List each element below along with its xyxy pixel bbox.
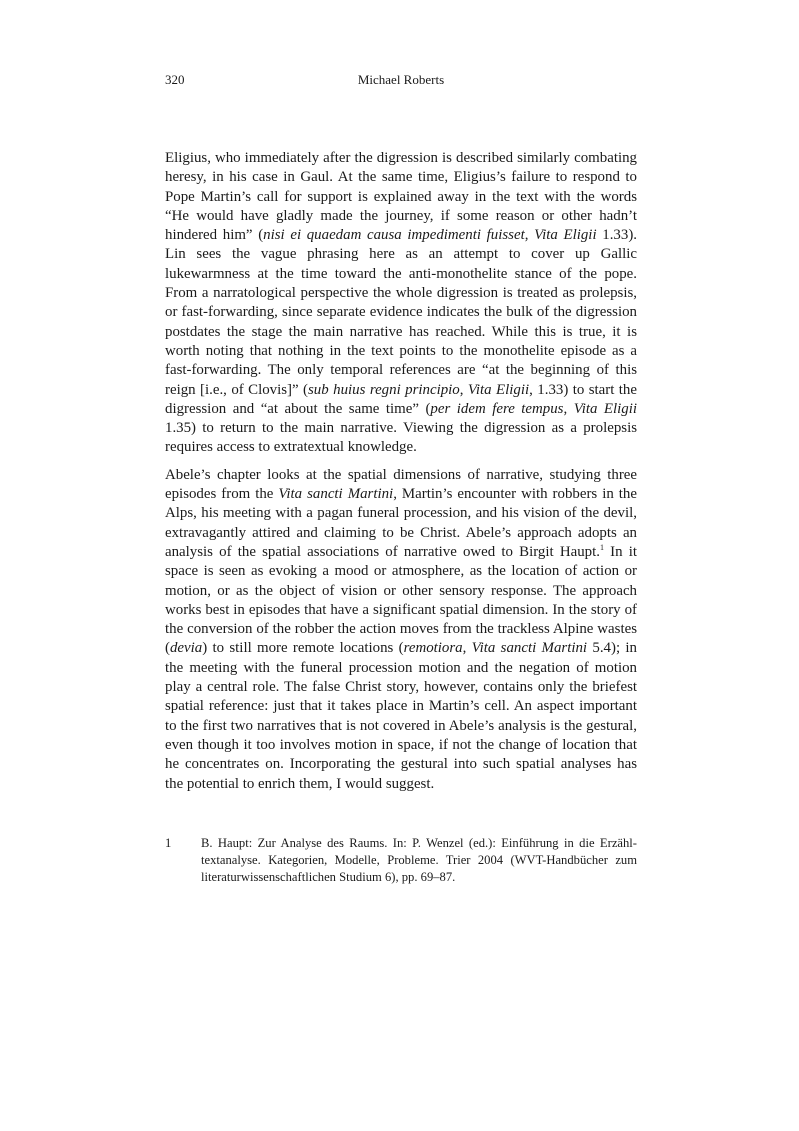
footnote-text: B. Haupt: Zur Analyse des Raums. In: P. Wenzel (ed.): Einführung in die Erzähltextanalyse. Kategorien, Modelle, Probleme. Trier 2004 (WVT-Handbücher zum literaturwissenschaftlichen Studium 6), pp. 69–87.: [201, 836, 637, 884]
italic-span: Vita Eligii: [467, 381, 530, 398]
footnote-ref[interactable]: 1: [599, 542, 604, 552]
text-span: In it space is seen as evoking a mood or atmosphere, as the location of action or motion, or as the object of vision or other sensory response. The approach works best in episodes that have a significant spatial dimension. In the story of the conversion of the robber the action moves from the trackless Alpine wastes (: [165, 543, 637, 657]
italic-span: Vita sancti Martini: [278, 486, 394, 503]
italic-span: Vita Eligii: [534, 227, 597, 244]
body-text: [165, 149, 637, 794]
paragraph: [165, 149, 637, 458]
italic-span: per idem fere tempus: [430, 400, 564, 417]
text-span: 1.35) to return to the main narrative. Viewing the digression as a prolepsis requires access to extratextual knowledge.: [165, 420, 637, 456]
page-number: 320: [165, 72, 185, 87]
text-span: , Martin’s encounter with robbers in the Alps, his meeting with a pagan funeral procession, and his vision of the devil, extravagantly attired and claiming to be Christ. Abele’s approach adopts an analysis of the spatial associations of narrative owed to Birgit Haupt.: [165, 486, 637, 560]
text-span: Eligius, who immediately after the digression is described similarly combating heresy, in his case in Gaul. At the same time, Eligius’s failure to respond to Pope Martin’s call for support is explained away in the text with the words “He would have gladly made the journey, if some reason or other hadn’t hindered him” (: [165, 150, 637, 244]
text-span: , 1.33) to start the digression and “at about the same time” (: [165, 381, 637, 417]
italic-span: devia: [169, 640, 203, 657]
italic-span: sub huius regni principio: [308, 381, 460, 398]
footnote: [165, 835, 637, 886]
running-head: Michael Roberts: [357, 72, 445, 87]
italic-span: remotiora: [403, 640, 463, 657]
text-span: ,: [459, 381, 468, 398]
italic-span: Vita sancti Martini: [471, 640, 588, 657]
paragraph: [165, 466, 637, 794]
text-span: ,: [563, 400, 574, 417]
text-span: ,: [524, 227, 535, 244]
italic-span: Vita Eligii: [573, 400, 637, 417]
text-span: ,: [462, 640, 472, 657]
italic-span: nisi ei quaedam causa impedimenti fuisset: [263, 227, 525, 244]
text-span: Abele’s chapter looks at the spatial dimensions of narrative, studying three episodes from the: [165, 466, 637, 503]
text-span: 5.4); in the meeting with the funeral procession motion and the negation of motion play a central role. The false Christ story, however, contains only the briefest spatial reference: just that it takes place in Martin’s cell. An aspect important to the first two narratives that is not covered in Abele’s analysis is the gestural, even though it too involves motion in space, if not the change of location that he concentrates on. Incorporating the gestural into such spatial analyses has the potential to enrich them, I would suggest.: [165, 640, 637, 792]
footnote-number: 1: [165, 836, 172, 850]
page-header: [165, 72, 637, 92]
text-span: ) to still more remote locations (: [202, 640, 404, 657]
text-span: 1.33). Lin sees the vague phrasing here as an attempt to cover up Gallic lukewarmness at the time toward the anti-monothelite stance of the pope. From a narratological perspective the whole digression is treated as prolepsis, or fast-forwarding, since separate evidence indicates the bulk of the digression postdates the stage the main narrative has reached. While this is true, it is worth noting that nothing in the text points to the monothelite episode as a fast-forwarding. The only temporal references are “at the beginning of this reign [i.e., of Clovis]” (: [165, 227, 637, 398]
